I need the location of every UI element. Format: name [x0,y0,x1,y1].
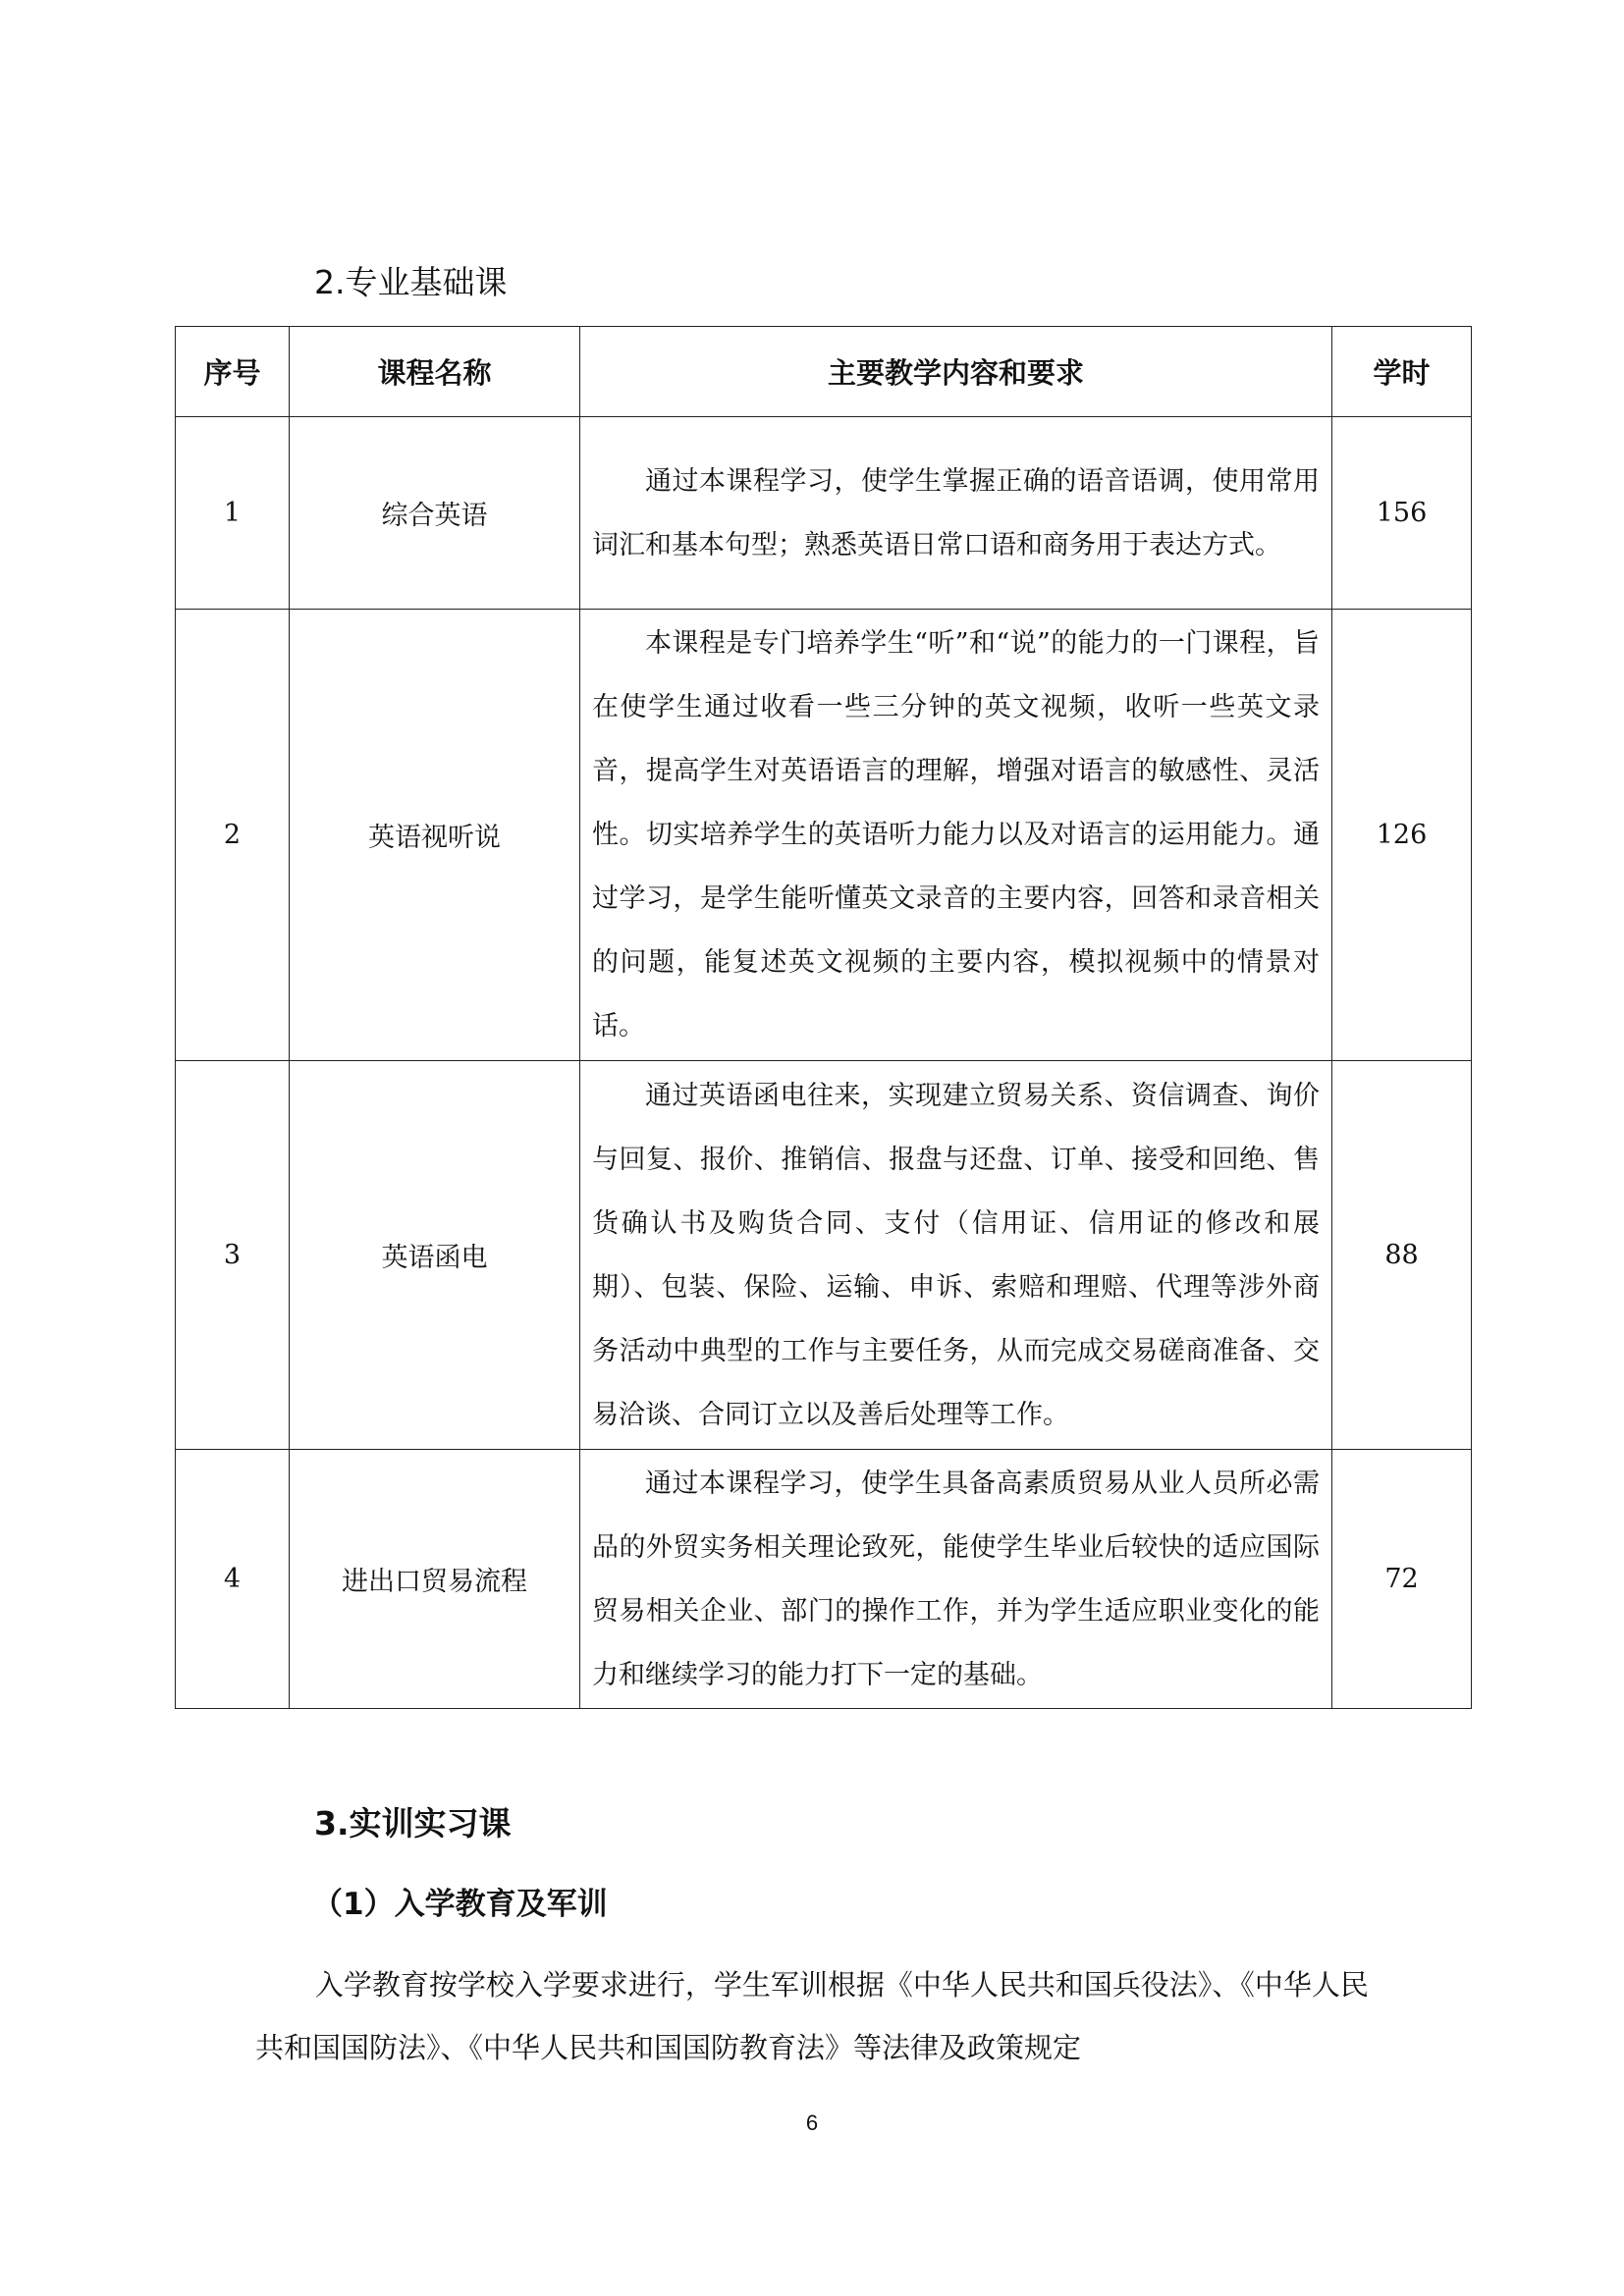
row-hours: 126 [1332,610,1472,1061]
header-hours: 学时 [1332,327,1472,417]
row-description [580,1061,1332,1450]
body-paragraph: 入学教育按学校入学要求进行，学生军训根据《中华人民共和国兵役法》、《中华人民共和国国防法》、《中华人民共和国国防教育法》等法律及政策规定 [255,1968,1369,2064]
row-course-name: 英语视听说 [290,610,580,1061]
course-table [175,326,1472,1709]
row-hours: 72 [1332,1450,1472,1709]
row-course-name: 进出口贸易流程 [290,1450,580,1709]
table-row [176,1450,1472,1709]
row-no: 2 [176,610,290,1061]
header-course-name: 课程名称 [290,327,580,417]
row-hours: 88 [1332,1061,1472,1450]
section-heading-3: 3.实训实习课 [314,1804,512,1842]
row-description [580,1450,1332,1709]
row-description-text: 通过本课程学习，使学生具备高素质贸易从业人员所必需品的外贸实务相关理论致死，能使学生毕业后较快的适应国际贸易相关企业、部门的操作工作，并为学生适应职业变化的能力和继续学习的能力打下一定的基础。 [592,1468,1320,1690]
table-row [176,417,1472,610]
table-row [176,1061,1472,1450]
header-no: 序号 [176,327,290,417]
row-course-name: 综合英语 [290,417,580,610]
row-description [580,417,1332,610]
row-description-text: 通过英语函电往来，实现建立贸易关系、资信调查、询价与回复、报价、推销信、报盘与还盘、订单、接受和回绝、售货确认书及购货合同、支付（信用证、信用证的修改和展期）、包装、保险、运输、申诉、索赔和理赔、代理等涉外商务活动中典型的工作与主要任务，从而完成交易磋商准备、交易洽谈、合同订立以及善后处理等工作。 [592,1080,1320,1430]
row-description [580,610,1332,1061]
table-header-row [176,327,1472,417]
row-no: 3 [176,1061,290,1450]
subsection-heading: （1）入学教育及军训 [312,1887,608,1922]
row-hours: 156 [1332,417,1472,610]
row-description-text: 本课程是专门培养学生“听”和“说”的能力的一门课程，旨在使学生通过收看一些三分钟的英文视频，收听一些英文录音，提高学生对英语语言的理解，增强对语言的敏感性、灵活性。切实培养学生的英语听力能力以及对语言的运用能力。通过学习，是学生能听懂英文录音的主要内容，回答和录音相关的问题，能复述英文视频的主要内容，模拟视频中的情景对话。 [592,628,1320,1041]
row-no: 1 [176,417,290,610]
section-heading-2: 2.专业基础课 [314,263,508,301]
row-no: 4 [176,1450,290,1709]
header-content: 主要教学内容和要求 [580,327,1332,417]
table-row [176,610,1472,1061]
row-course-name: 英语函电 [290,1061,580,1450]
row-description-text: 通过本课程学习，使学生掌握正确的语音语调，使用常用词汇和基本句型；熟悉英语日常口语和商务用于表达方式。 [592,465,1320,561]
page-number: 6 [805,2110,819,2135]
